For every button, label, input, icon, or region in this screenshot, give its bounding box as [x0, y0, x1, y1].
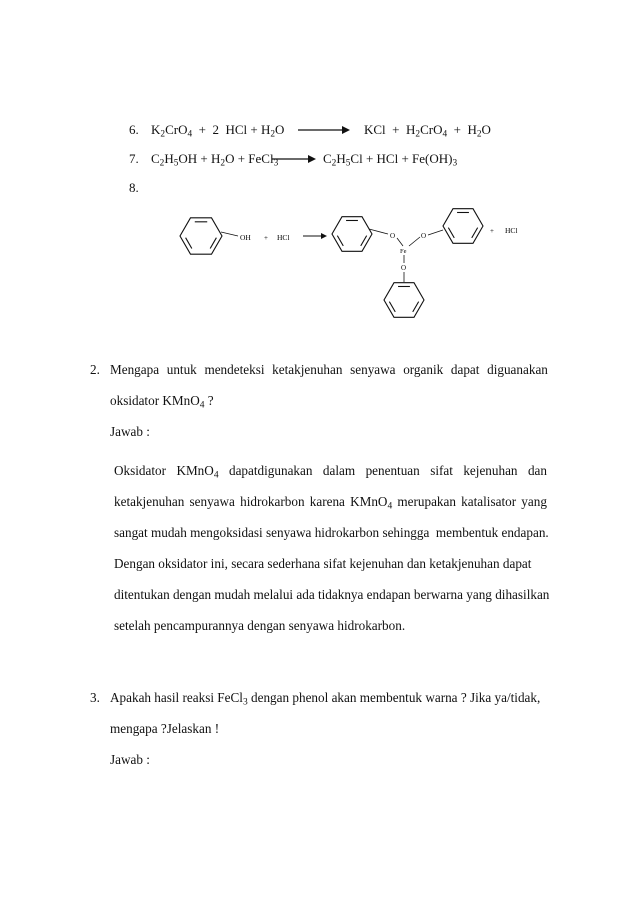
text-run: Dengan oksidator ini, secara sederhana sifat kejenuhan dan ketakjenuhan dapat	[114, 556, 532, 571]
subscript: 2	[331, 158, 337, 169]
subscript: 3	[242, 697, 248, 708]
text-run: Cl + HCl + Fe(OH)	[350, 151, 453, 166]
text-run: kejenuhan	[463, 463, 518, 478]
text-run: setelah pencampurannya dengan senyawa hidrokarbon.	[114, 618, 406, 633]
text-run: sifat	[430, 463, 453, 478]
subscript: 4	[213, 470, 219, 481]
subscript: 4	[199, 400, 205, 411]
answer-line	[114, 463, 547, 479]
text-run: KMnO	[350, 494, 388, 509]
text-run: yang	[521, 494, 547, 509]
equation-7-number: 7.	[129, 151, 139, 166]
question-3-line-2: mengapa ?Jelaskan !	[110, 721, 220, 736]
equation-6-number: 6.	[129, 122, 139, 137]
text-run: sangat mudah mengoksidasi senyawa hidrokarbon sehingga membentuk endapan.	[114, 525, 549, 540]
text-run: C	[151, 151, 160, 166]
word	[350, 494, 392, 510]
reactant-plus-sign: +	[264, 234, 268, 242]
phenoxide-ring-right	[443, 209, 483, 244]
word: ketakjenuhan	[272, 362, 343, 377]
hcl-reagent-label: HCl	[277, 233, 290, 242]
subscript: 2	[415, 129, 421, 140]
word	[240, 494, 304, 510]
text-run: oksidator KMnO	[110, 393, 200, 408]
text-run: ketakjenuhan	[114, 494, 185, 509]
word: Mengapa	[110, 362, 160, 377]
question-2-number: 2.	[90, 362, 100, 377]
left-oxygen-label: O	[390, 232, 396, 240]
word	[430, 463, 453, 479]
word	[190, 494, 235, 510]
text-run: dapatdigunakan	[228, 463, 313, 478]
product-hcl-label: HCl	[505, 226, 518, 235]
text-run: H	[336, 151, 346, 166]
question-3-answer-label: Jawab :	[110, 752, 150, 767]
subscript: 4	[387, 501, 393, 512]
text-run: penentuan	[365, 463, 420, 478]
text-run: karena	[309, 494, 345, 509]
product-plus-sign: +	[490, 227, 494, 235]
text-run: H	[164, 151, 174, 166]
iron-central-atom-label: Fe	[400, 248, 407, 255]
text-run: merupakan	[397, 494, 456, 509]
text-run: + H	[447, 122, 477, 137]
text-run: hidrokarbon	[240, 494, 305, 509]
right-o-bond	[428, 230, 443, 235]
text-run: CrO	[165, 122, 188, 137]
word: organik	[403, 362, 444, 377]
question-3-number: 3.	[90, 690, 100, 705]
answer-line	[114, 494, 547, 510]
text-run: dalam	[322, 463, 356, 478]
phenol-oh-label: OH	[240, 233, 251, 242]
word	[521, 494, 547, 510]
phenoxide-ring-bottom	[384, 283, 424, 318]
text-run: C	[323, 151, 332, 166]
text-run: K	[151, 122, 161, 137]
bottom-oxygen-label: O	[401, 264, 407, 272]
text-run: KMnO	[176, 463, 214, 478]
subscript: 4	[187, 129, 193, 140]
question-2-line-1	[110, 362, 548, 378]
left-o-fe-bond	[397, 238, 403, 246]
subscript: 2	[220, 158, 226, 169]
word	[528, 463, 547, 479]
word: untuk	[166, 362, 197, 377]
text-run: + 2 HCl + H	[192, 122, 271, 137]
word: senyawa	[350, 362, 396, 377]
word	[463, 463, 517, 479]
text-run: ?	[204, 393, 214, 408]
subscript: 5	[173, 158, 179, 169]
text-run: dengan phenol akan membentuk warna ? Jika ya/tidak,	[247, 690, 541, 705]
word	[461, 494, 516, 510]
word	[323, 463, 355, 479]
subscript: 2	[159, 158, 165, 169]
right-oxygen-label: O	[421, 232, 427, 240]
phenol-fecl3-reaction-scheme	[0, 0, 638, 360]
right-o-fe-bond	[409, 237, 420, 246]
phenoxide-ring-left	[332, 217, 372, 252]
question-3-line-1	[110, 690, 540, 706]
equation-8-number: 8.	[129, 180, 139, 195]
subscript: 4	[442, 129, 448, 140]
word	[114, 494, 184, 510]
word: dapat	[450, 362, 480, 377]
text-run: CrO	[420, 122, 443, 137]
word	[176, 463, 218, 479]
text-run: OH + H	[178, 151, 221, 166]
subscript: 2	[160, 129, 166, 140]
text-run: katalisator	[461, 494, 517, 509]
word	[229, 463, 313, 479]
text-run: senyawa	[189, 494, 235, 509]
text-run: ditentukan dengan mudah melalui ada tidaknya endapan berwarna yang dihasilkan	[114, 587, 550, 602]
text-run: O	[481, 122, 491, 137]
question-2-line-2	[110, 393, 214, 409]
phenol-benzene-ring	[180, 218, 222, 254]
text-run: O + FeCl	[225, 151, 274, 166]
answer-line	[114, 587, 549, 603]
text-run: Oksidator	[114, 463, 167, 478]
word: mendeteksi	[204, 362, 265, 377]
subscript: 5	[345, 158, 351, 169]
text-run: KCl + H	[364, 122, 416, 137]
text-run: Apakah hasil reaksi FeCl	[110, 690, 243, 705]
word: diguanakan	[487, 362, 548, 377]
text-run: O	[275, 122, 285, 137]
subscript: 2	[270, 129, 276, 140]
word	[397, 494, 456, 510]
question-2-answer-label: Jawab :	[110, 424, 150, 439]
word	[114, 463, 166, 479]
scheme-reaction-arrow	[303, 233, 327, 239]
text-run: dan	[527, 463, 547, 478]
word	[366, 463, 420, 479]
phenol-oh-bond	[221, 232, 238, 236]
answer-line	[114, 556, 531, 572]
subscript: 2	[476, 129, 482, 140]
answer-line	[114, 525, 549, 541]
subscript: 3	[273, 158, 279, 169]
word	[310, 494, 345, 510]
subscript: 3	[452, 158, 458, 169]
answer-line	[114, 618, 405, 634]
